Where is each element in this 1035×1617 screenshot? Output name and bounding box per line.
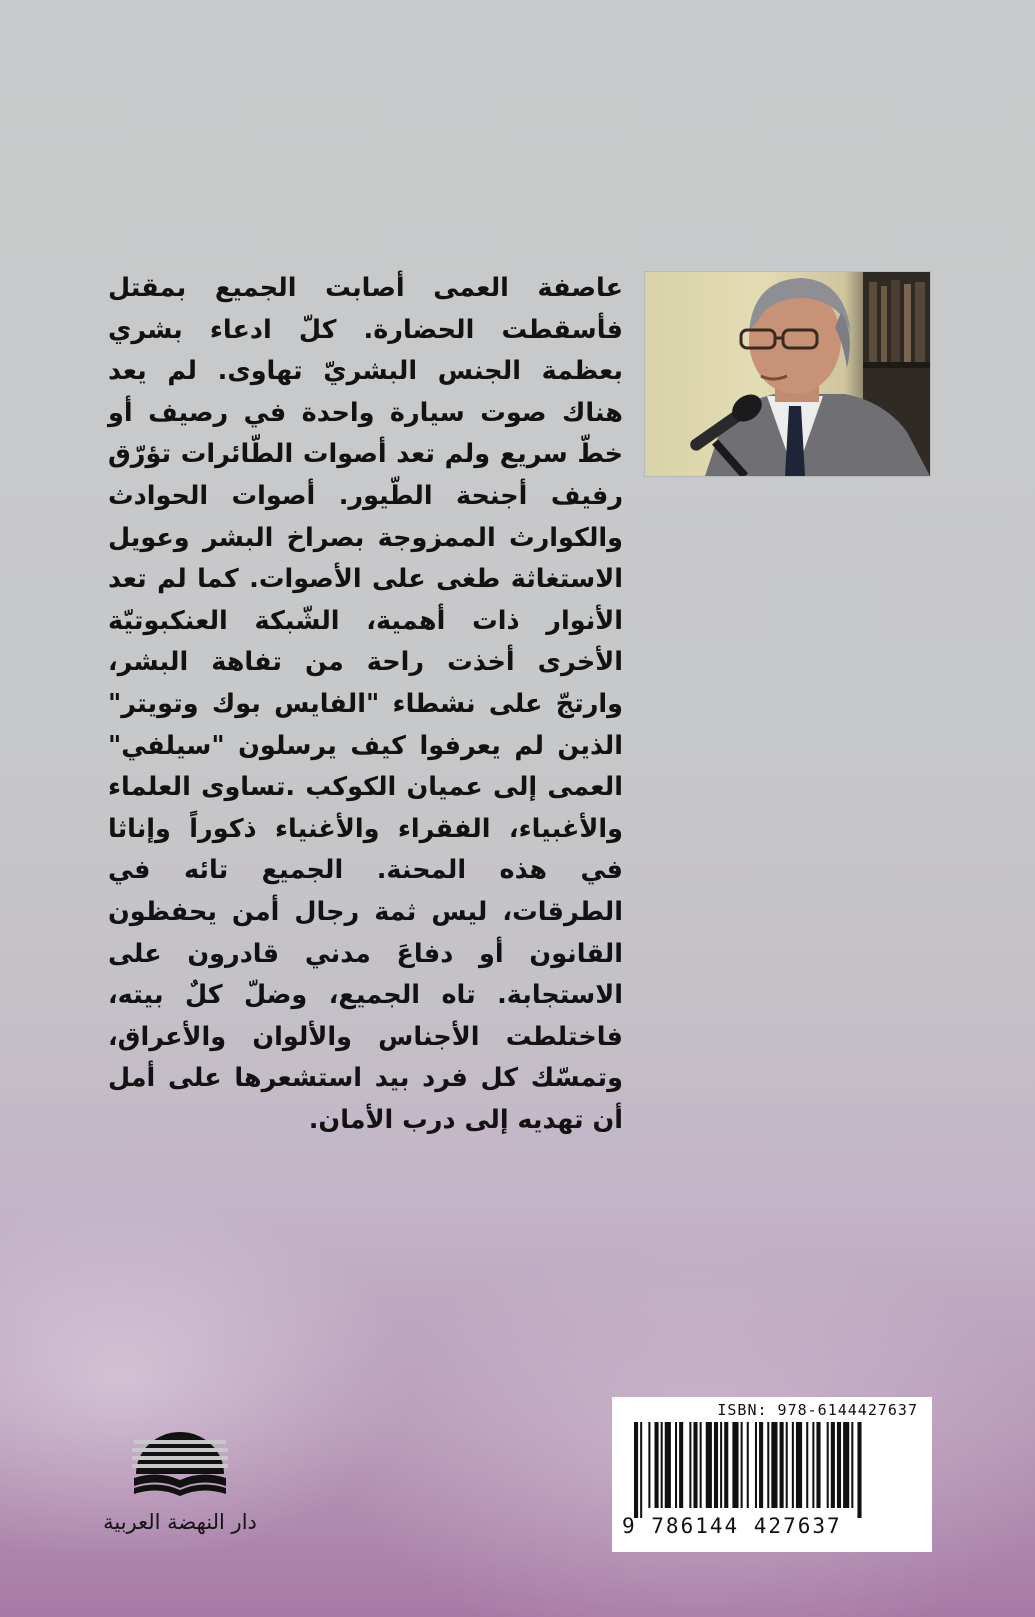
barcode-bar bbox=[689, 1422, 691, 1508]
barcode-bar bbox=[806, 1422, 808, 1508]
barcode-bar bbox=[767, 1422, 769, 1508]
author-portrait-illustration bbox=[645, 272, 930, 476]
barcode-bar bbox=[732, 1422, 738, 1508]
barcode-bar bbox=[714, 1422, 718, 1508]
barcode-bar bbox=[655, 1422, 659, 1508]
barcode-bar bbox=[720, 1422, 722, 1508]
barcode-bar bbox=[796, 1422, 802, 1508]
barcode-bar bbox=[634, 1422, 638, 1518]
publisher-block bbox=[70, 1428, 290, 1534]
barcode-bar bbox=[661, 1422, 663, 1508]
barcode-bar bbox=[780, 1422, 784, 1508]
barcode-bar bbox=[693, 1422, 697, 1508]
barcode-bar bbox=[831, 1422, 835, 1508]
barcode-bar bbox=[843, 1422, 849, 1508]
barcode-bar bbox=[759, 1422, 763, 1508]
barcode-bar bbox=[665, 1422, 671, 1508]
barcode-bars bbox=[634, 1422, 924, 1518]
barcode-digits: 9 786144 427637 bbox=[622, 1514, 842, 1538]
publisher-logo-icon bbox=[130, 1428, 230, 1498]
barcode-bar bbox=[755, 1422, 757, 1508]
barcode-bar bbox=[786, 1422, 788, 1508]
publisher-name: دار النهضة العربية bbox=[103, 1510, 257, 1534]
author-photo bbox=[645, 272, 930, 476]
barcode-bar bbox=[700, 1422, 702, 1508]
barcode-bar bbox=[792, 1422, 794, 1508]
barcode-bar bbox=[724, 1422, 728, 1508]
barcode-bar bbox=[648, 1422, 650, 1508]
barcode-bar bbox=[771, 1422, 777, 1508]
barcode-bar bbox=[747, 1422, 749, 1508]
barcode-bar bbox=[816, 1422, 820, 1508]
barcode-bar bbox=[706, 1422, 712, 1508]
barcode-bar bbox=[679, 1422, 683, 1508]
book-blurb: عاصفة العمى أصابت الجميع بمقتل فأسقطت الحضارة. كلّ ادعاء بشري بعظمة الجنس البشريّ تهاوى. لم يعد هناك صوت سيارة واحدة في رصيف أو خطّ سريع ولم تعد أصوات الطّائرات تؤرّق رفيف أجنحة الطّيور. أصوات الحوادث والكوارث الممزوجة بصراخ البشر وعويل الاستغاثة طغى على الأصوات. كما لم تعد الأنوار ذات أهمية، الشّبكة العنكبوتيّة الأخرى أخذت راحة من تفاهة البشر، وارتجّ على نشطاء "الفايس بوك وتويتر" الذين لم يعرفوا كيف يرسلون "سيلفي" العمى إلى عميان الكوكب .تساوى العلماء والأغبياء، الفقراء والأغنياء ذكوراً وإناثا في هذه المحنة. الجميع تائه في الطرقات، ليس ثمة رجال أمن يحفظون القانون أو دفاعَ مدني قادرون على الاستجابة. تاه الجميع، وضلّ كلٌ بيته، فاختلطت الأجناس والألوان والأعراق، وتمسّك كل فرد بيد استشعرها على أمل أن تهديه إلى درب الأمان. bbox=[108, 273, 623, 1135]
barcode-bar bbox=[812, 1422, 814, 1508]
barcode-bar bbox=[837, 1422, 841, 1508]
isbn-barcode-panel bbox=[612, 1397, 932, 1552]
barcode-bar bbox=[857, 1422, 861, 1518]
barcode-bar bbox=[851, 1422, 853, 1508]
barcode-bar bbox=[827, 1422, 829, 1508]
isbn-label: ISBN: 978-6144427637 bbox=[717, 1401, 918, 1419]
barcode-bar bbox=[675, 1422, 677, 1508]
barcode-bar bbox=[741, 1422, 743, 1508]
barcode-bar bbox=[640, 1422, 642, 1518]
